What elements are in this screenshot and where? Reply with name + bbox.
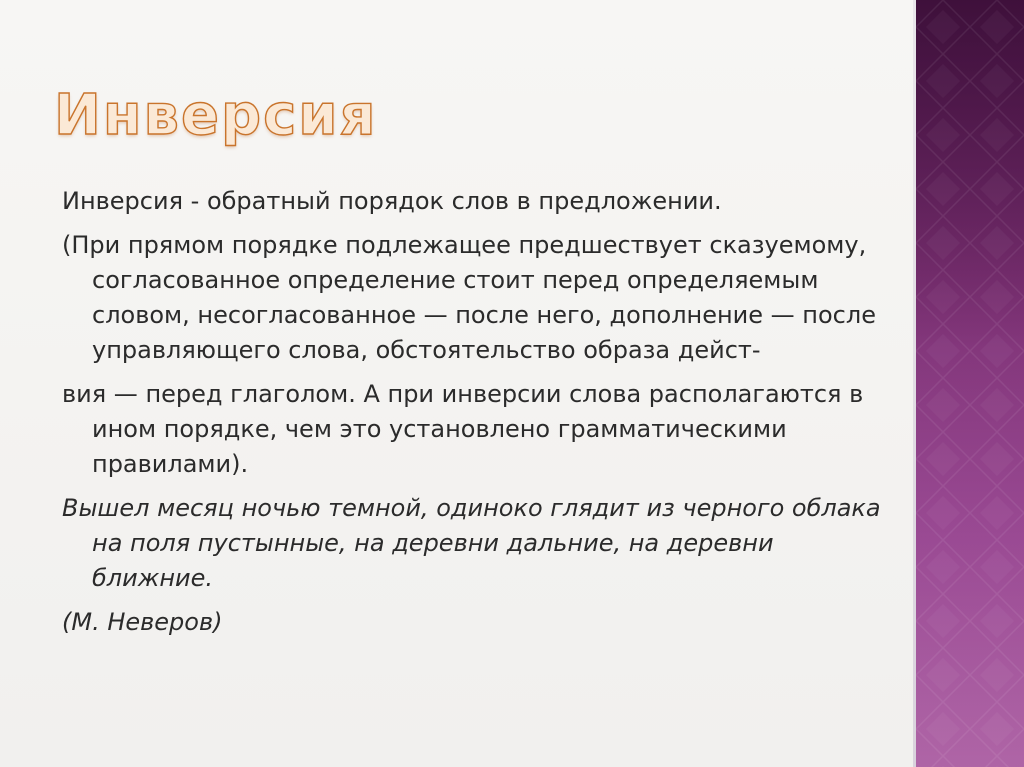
paragraph-definition: Инверсия - обратный порядок слов в предложении. [62,187,722,215]
paragraph-example-quote: Вышел месяц ночью темной, одиноко глядит из черного облака на поля пустынные, на деревни дальние, на деревни ближние. [62,494,881,592]
paragraph-direct-order: (При прямом порядке подлежащее предшествует сказуемому, согласованное определение стоит перед определяемым словом, несогласованное — после него, дополнение — после управляющего слова, обстоятельство образа дейст- [62,231,876,364]
slide-title: Инверсия [54,83,378,148]
diamond-pattern [916,0,1024,767]
paragraph-quote-author: (М. Неверов) [62,608,223,636]
slide-body [62,184,882,649]
side-band-decoration [916,0,1024,767]
paragraph-inversion-order: вия — перед глаголом. А при инверсии слова располагаются в ином порядке, чем это установлено грамматическими правилами). [62,380,864,478]
